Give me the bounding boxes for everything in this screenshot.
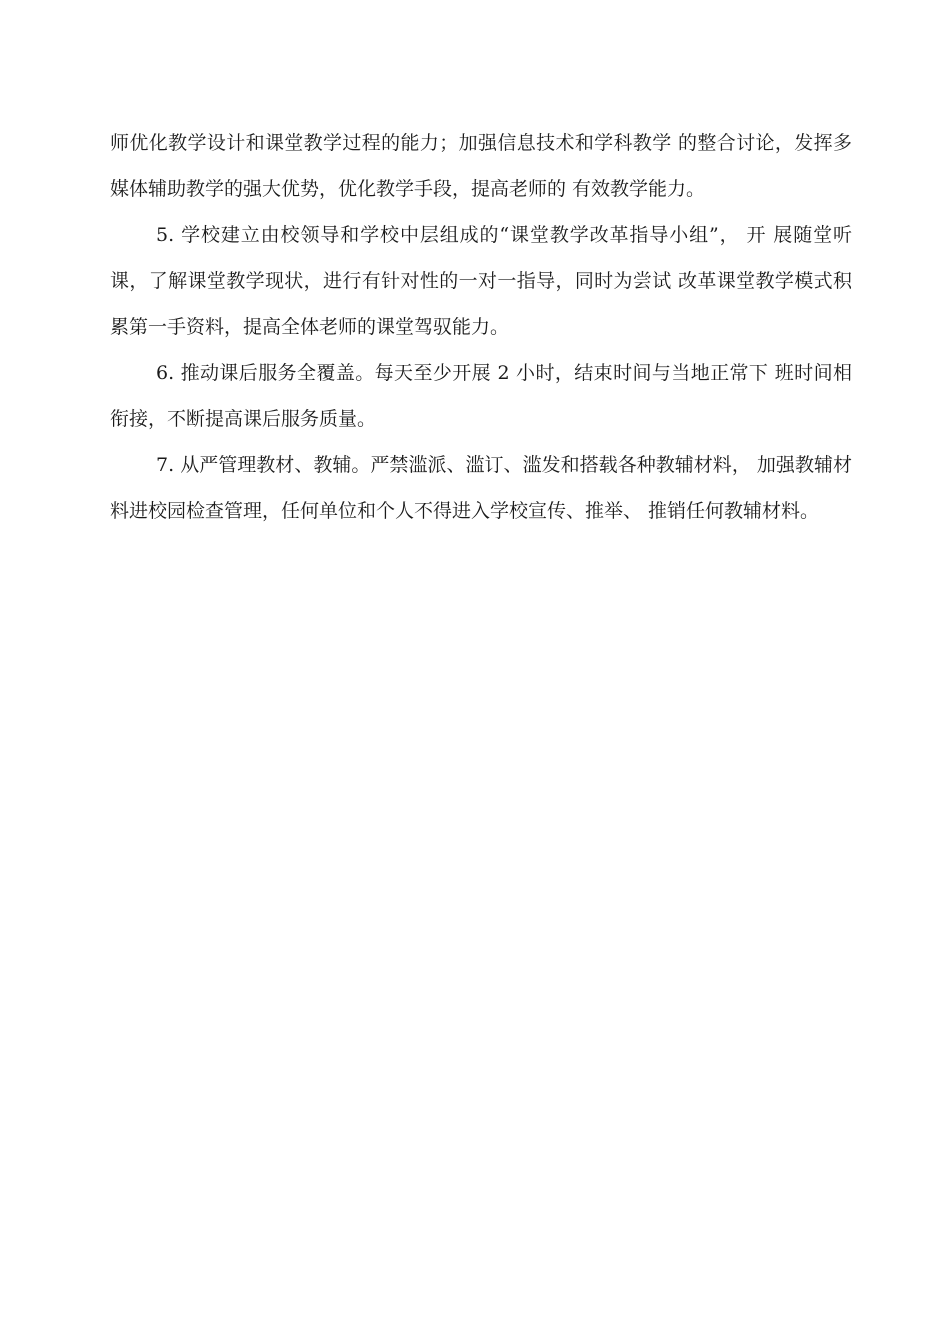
paragraph-item-5: 5. 学校建立由校领导和学校中层组成的“课堂教学改革指导小组”， 开 展随堂听课，了解课堂教学现状，进行有针对性的一对一指导，同时为尝试 改革课堂教学模式积累第一手资料，提高全体老师的课堂驾驭能力。 [110, 224, 852, 338]
paragraph-item-6: 6. 推动课后服务全覆盖。每天至少开展 2 小时，结束时间与当地正常下 班时间相衔接，不断提高课后服务质量。 [110, 362, 852, 430]
paragraph-continuation: 师优化教学设计和课堂教学过程的能力；加强信息技术和学科教学 的整合讨论，发挥多媒体辅助教学的强大优势，优化教学手段，提高老师的 有效教学能力。 [110, 132, 852, 200]
document-body [110, 120, 852, 534]
paragraph-item-7: 7. 从严管理教材、教辅。严禁滥派、滥订、滥发和搭载各种教辅材料， 加强教辅材料进校园检查管理，任何单位和个人不得进入学校宣传、推举、 推销任何教辅材料。 [110, 454, 852, 522]
